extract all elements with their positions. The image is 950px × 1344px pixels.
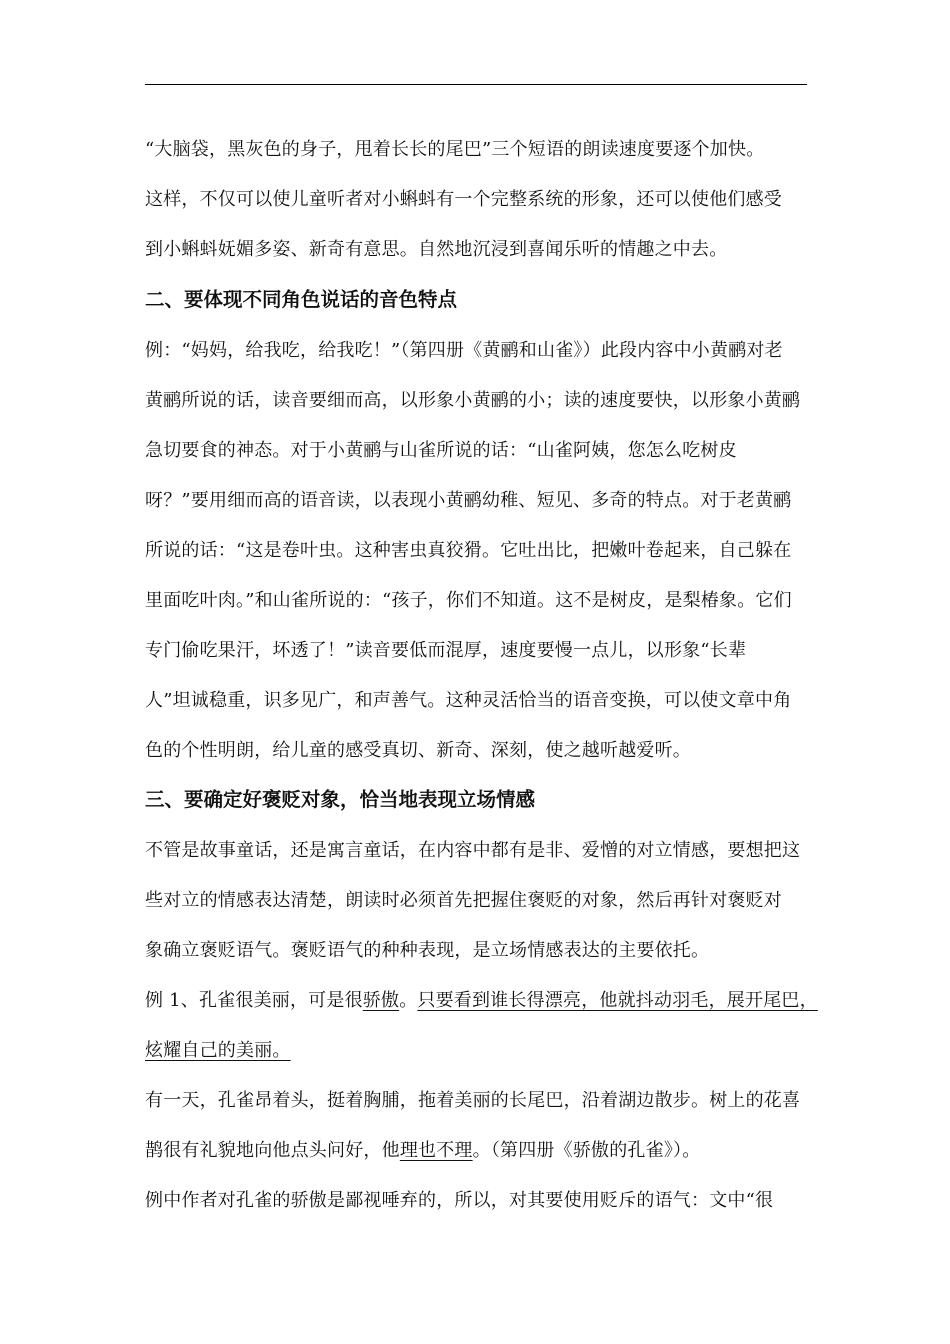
body-line: 象确立褒贬语气。褒贬语气的种种表现，是立场情感表达的主要依托。 xyxy=(145,940,710,961)
body-line: 黄鹂所说的话，读音要细而高，以形象小黄鹂的小；读的速度要快，以形象小黄鹂 xyxy=(145,390,801,411)
underlined-phrase: 只要看到谁长得漂亮，他就抖动羽毛，展开尾巴， xyxy=(417,990,818,1011)
body-line: 急切要食的神态。对于小黄鹂与山雀所说的话：“山雀阿姨，您怎么吃树皮 xyxy=(145,440,737,461)
body-line: “大脑袋，黑灰色的身子，甩着长长的尾巴”三个短语的朗读速度要逐个加快。 xyxy=(145,139,765,160)
body-line: 例：“妈妈，给我吃，给我吃！”（第四册《黄鹂和山雀》）此段内容中小黄鹂对老 xyxy=(145,340,783,361)
body-line: 些对立的情感表达清楚，朗读时必须首先把握住褒贬的对象，然后再针对褒贬对 xyxy=(145,890,782,911)
underlined-phrase: 理也不理 xyxy=(399,1140,473,1161)
line-post: 。（第四册《骄傲的孔雀》）。 xyxy=(472,1140,701,1161)
line-pre: 鹊很有礼貌地向他点头问好，他 xyxy=(145,1140,400,1161)
body-line: 人”坦诚稳重，识多见广，和声善气。这种灵活恰当的语音变换，可以使文章中角 xyxy=(145,690,792,711)
section-heading: 二、要体现不同角色说话的音色特点 xyxy=(145,288,458,311)
example-line xyxy=(145,988,818,1014)
header-rule xyxy=(145,84,807,85)
body-line: 到小蝌蚪妩媚多姿、新奇有意思。自然地沉浸到喜闻乐听的情趣之中去。 xyxy=(145,239,728,260)
example-prefix: 例 1、孔雀很美丽，可是很 xyxy=(145,990,363,1011)
section-heading: 三、要确定好褒贬对象，恰当地表现立场情感 xyxy=(145,788,536,811)
underlined-word: 骄傲 xyxy=(362,990,400,1011)
body-line: 呀？”要用细而高的语音读，以表现小黄鹂幼稚、短见、多奇的特点。对于老黄鹂 xyxy=(145,490,792,511)
body-line: 例中作者对孔雀的骄傲是鄙视唾弃的，所以，对其要使用贬斥的语气：文中“很 xyxy=(145,1190,774,1211)
body-line: 色的个性明朗，给儿童的感受真切、新奇、深刻，使之越听越爱听。 xyxy=(145,740,691,761)
underlined-phrase: 炫耀自己的美丽。 xyxy=(145,1040,291,1061)
example-line xyxy=(145,1038,807,1064)
body-line: 有一天，孔雀昂着头，挺着胸脯，拖着美丽的长尾巴，沿着湖边散步。树上的花喜 xyxy=(145,1090,801,1111)
body-line: 这样，不仅可以使儿童听者对小蝌蚪有一个完整系统的形象，还可以使他们感受 xyxy=(145,189,782,210)
body-line: 里面吃叶肉。”和山雀所说的：“孩子，你们不知道。这不是树皮，是梨椿象。它们 xyxy=(145,590,792,611)
body-line: 专门偷吃果汗，坏透了！”读音要低而混厚，速度要慢一点儿，以形象“长辈 xyxy=(145,640,747,661)
body-line xyxy=(145,1138,807,1164)
example-sep: 。 xyxy=(399,990,418,1011)
body-line: 所说的话：“这是卷叶虫。这种害虫真狡猾。它吐出比，把嫩叶卷起来，自己躲在 xyxy=(145,540,792,561)
body-line: 不管是故事童话，还是寓言童话，在内容中都有是非、爱憎的对立情感，要想把这 xyxy=(145,840,801,861)
